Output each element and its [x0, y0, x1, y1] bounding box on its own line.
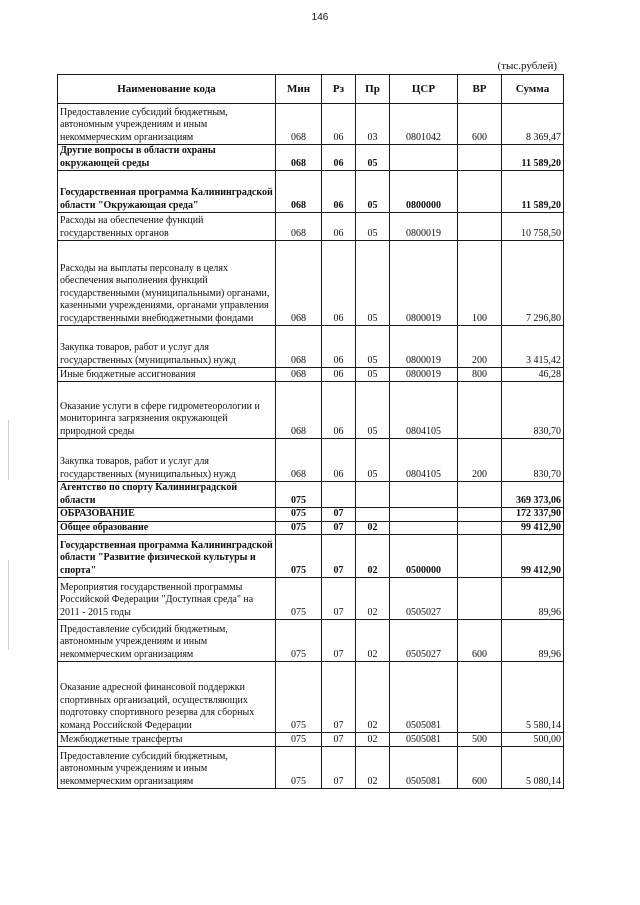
cell-sum: 11 589,20: [502, 145, 564, 171]
cell-csr: 0800019: [390, 241, 458, 326]
cell-csr: 0804105: [390, 382, 458, 439]
cell-vr: [458, 145, 502, 171]
cell-vr: 100: [458, 241, 502, 326]
cell-sum: 369 373,06: [502, 482, 564, 508]
cell-csr: 0505081: [390, 662, 458, 733]
cell-sum: 11 589,20: [502, 171, 564, 213]
cell-csr: 0505027: [390, 620, 458, 662]
cell-name: Мероприятия государственной программы Российской Федерации "Доступная среда" на 2011 - 2015 годы: [58, 578, 276, 620]
cell-name: Расходы на обеспечение функций государственных органов: [58, 213, 276, 241]
table-header-row: [58, 75, 564, 104]
cell-pr: [356, 482, 390, 508]
cell-csr: 0801042: [390, 104, 458, 145]
cell-vr: [458, 213, 502, 241]
table-row: [58, 439, 564, 482]
header-pr: Пр: [356, 75, 390, 104]
scan-margin-mark: [8, 420, 9, 480]
cell-name: Государственная программа Калининградской области "Развитие физической культуры и спорта": [58, 535, 276, 578]
cell-pr: 05: [356, 382, 390, 439]
cell-vr: 200: [458, 439, 502, 482]
cell-pr: 02: [356, 733, 390, 747]
cell-name: Общее образование: [58, 521, 276, 535]
cell-vr: [458, 482, 502, 508]
header-name: Наименование кода: [58, 75, 276, 104]
table-body: [58, 104, 564, 789]
cell-vr: [458, 382, 502, 439]
budget-table: [57, 74, 564, 789]
header-csr: ЦСР: [390, 75, 458, 104]
cell-rz: 07: [322, 535, 356, 578]
cell-name: Оказание услуги в сфере гидрометеорологии и мониторинга загрязнения окружающей природной среды: [58, 382, 276, 439]
cell-vr: [458, 662, 502, 733]
cell-pr: 02: [356, 662, 390, 733]
cell-name: Агентство по спорту Калининградской области: [58, 482, 276, 508]
cell-vr: [458, 508, 502, 522]
cell-name: Предоставление субсидий бюджетным, автономным учреждениям и иным некоммерческим организациям: [58, 747, 276, 789]
table-row: [58, 662, 564, 733]
cell-name: Предоставление субсидий бюджетным, автономным учреждениям и иным некоммерческим организациям: [58, 104, 276, 145]
table-row: [58, 382, 564, 439]
cell-rz: 06: [322, 213, 356, 241]
cell-min: 075: [276, 662, 322, 733]
cell-csr: 0505081: [390, 747, 458, 789]
cell-rz: 06: [322, 326, 356, 368]
cell-name: Расходы на выплаты персоналу в целях обеспечения выполнения функций государственными (муниципальными) органами, казенными учреждениями, органами управления государственными внебюджетными фондами: [58, 241, 276, 326]
cell-sum: 830,70: [502, 382, 564, 439]
cell-min: 075: [276, 535, 322, 578]
table-row: [58, 368, 564, 382]
cell-pr: 02: [356, 578, 390, 620]
cell-csr: 0800019: [390, 368, 458, 382]
table-row: [58, 482, 564, 508]
units-note: (тыс.рублей): [497, 60, 557, 72]
cell-min: 075: [276, 747, 322, 789]
table-row: [58, 326, 564, 368]
cell-vr: 500: [458, 733, 502, 747]
cell-name: Другие вопросы в области охраны окружающей среды: [58, 145, 276, 171]
cell-csr: [390, 145, 458, 171]
cell-csr: [390, 521, 458, 535]
table-row: [58, 213, 564, 241]
cell-pr: 05: [356, 241, 390, 326]
cell-min: 068: [276, 439, 322, 482]
cell-csr: 0804105: [390, 439, 458, 482]
cell-min: 075: [276, 521, 322, 535]
cell-rz: 07: [322, 521, 356, 535]
cell-rz: 07: [322, 578, 356, 620]
table-row: [58, 578, 564, 620]
cell-name: Закупка товаров, работ и услуг для государственных (муниципальных) нужд: [58, 326, 276, 368]
cell-sum: 172 337,90: [502, 508, 564, 522]
cell-min: 068: [276, 171, 322, 213]
cell-min: 075: [276, 733, 322, 747]
table-row: [58, 171, 564, 213]
cell-rz: 07: [322, 733, 356, 747]
cell-pr: 03: [356, 104, 390, 145]
cell-vr: 600: [458, 620, 502, 662]
cell-pr: 02: [356, 521, 390, 535]
cell-rz: 07: [322, 662, 356, 733]
cell-pr: [356, 508, 390, 522]
cell-sum: 99 412,90: [502, 521, 564, 535]
cell-rz: 06: [322, 145, 356, 171]
cell-name: Предоставление субсидий бюджетным, автономным учреждениям и иным некоммерческим организациям: [58, 620, 276, 662]
cell-pr: 02: [356, 620, 390, 662]
cell-min: 075: [276, 482, 322, 508]
cell-min: 068: [276, 382, 322, 439]
cell-csr: [390, 482, 458, 508]
cell-rz: [322, 482, 356, 508]
cell-pr: 05: [356, 213, 390, 241]
cell-rz: 06: [322, 439, 356, 482]
cell-name: Межбюджетные трансферты: [58, 733, 276, 747]
cell-name: Закупка товаров, работ и услуг для государственных (муниципальных) нужд: [58, 439, 276, 482]
cell-pr: 05: [356, 171, 390, 213]
cell-vr: 200: [458, 326, 502, 368]
cell-name: ОБРАЗОВАНИЕ: [58, 508, 276, 522]
cell-sum: 46,28: [502, 368, 564, 382]
cell-pr: 05: [356, 145, 390, 171]
header-rz: Рз: [322, 75, 356, 104]
cell-sum: 830,70: [502, 439, 564, 482]
cell-sum: 500,00: [502, 733, 564, 747]
scan-margin-mark: [8, 560, 9, 650]
table-row: [58, 241, 564, 326]
cell-min: 068: [276, 145, 322, 171]
cell-sum: 5 080,14: [502, 747, 564, 789]
cell-min: 075: [276, 578, 322, 620]
cell-rz: 07: [322, 620, 356, 662]
cell-vr: [458, 171, 502, 213]
cell-name: Иные бюджетные ассигнования: [58, 368, 276, 382]
cell-sum: 5 580,14: [502, 662, 564, 733]
cell-vr: 600: [458, 747, 502, 789]
cell-min: 075: [276, 620, 322, 662]
table-row: [58, 535, 564, 578]
cell-rz: 06: [322, 241, 356, 326]
table-row: [58, 508, 564, 522]
cell-sum: 3 415,42: [502, 326, 564, 368]
cell-vr: [458, 521, 502, 535]
header-sum: Сумма: [502, 75, 564, 104]
cell-rz: 06: [322, 104, 356, 145]
cell-rz: 06: [322, 171, 356, 213]
table-row: [58, 620, 564, 662]
cell-sum: 89,96: [502, 578, 564, 620]
table-row: [58, 521, 564, 535]
cell-pr: 05: [356, 326, 390, 368]
cell-min: 075: [276, 508, 322, 522]
table-row: [58, 145, 564, 171]
page-number: 146: [311, 12, 329, 23]
cell-name: Оказание адресной финансовой поддержки спортивных организаций, осуществляющих подготовку спортивного резерва для сборных команд Российской Федерации: [58, 662, 276, 733]
cell-min: 068: [276, 326, 322, 368]
cell-min: 068: [276, 213, 322, 241]
cell-rz: 07: [322, 508, 356, 522]
cell-sum: 99 412,90: [502, 535, 564, 578]
cell-rz: 07: [322, 747, 356, 789]
cell-vr: [458, 535, 502, 578]
table-row: [58, 104, 564, 145]
cell-pr: 02: [356, 747, 390, 789]
header-vr: ВР: [458, 75, 502, 104]
cell-vr: 600: [458, 104, 502, 145]
cell-csr: 0505027: [390, 578, 458, 620]
table-row: [58, 733, 564, 747]
cell-min: 068: [276, 368, 322, 382]
cell-csr: 0500000: [390, 535, 458, 578]
cell-sum: 10 758,50: [502, 213, 564, 241]
cell-csr: 0800019: [390, 213, 458, 241]
table-row: [58, 747, 564, 789]
cell-sum: 89,96: [502, 620, 564, 662]
cell-pr: 05: [356, 439, 390, 482]
cell-csr: [390, 508, 458, 522]
cell-name: Государственная программа Калининградской области "Окружающая среда": [58, 171, 276, 213]
cell-min: 068: [276, 104, 322, 145]
cell-pr: 05: [356, 368, 390, 382]
cell-rz: 06: [322, 368, 356, 382]
cell-pr: 02: [356, 535, 390, 578]
cell-csr: 0800019: [390, 326, 458, 368]
cell-rz: 06: [322, 382, 356, 439]
header-min: Мин: [276, 75, 322, 104]
cell-csr: 0505081: [390, 733, 458, 747]
cell-csr: 0800000: [390, 171, 458, 213]
cell-sum: 8 369,47: [502, 104, 564, 145]
cell-sum: 7 296,80: [502, 241, 564, 326]
cell-vr: 800: [458, 368, 502, 382]
cell-vr: [458, 578, 502, 620]
cell-min: 068: [276, 241, 322, 326]
